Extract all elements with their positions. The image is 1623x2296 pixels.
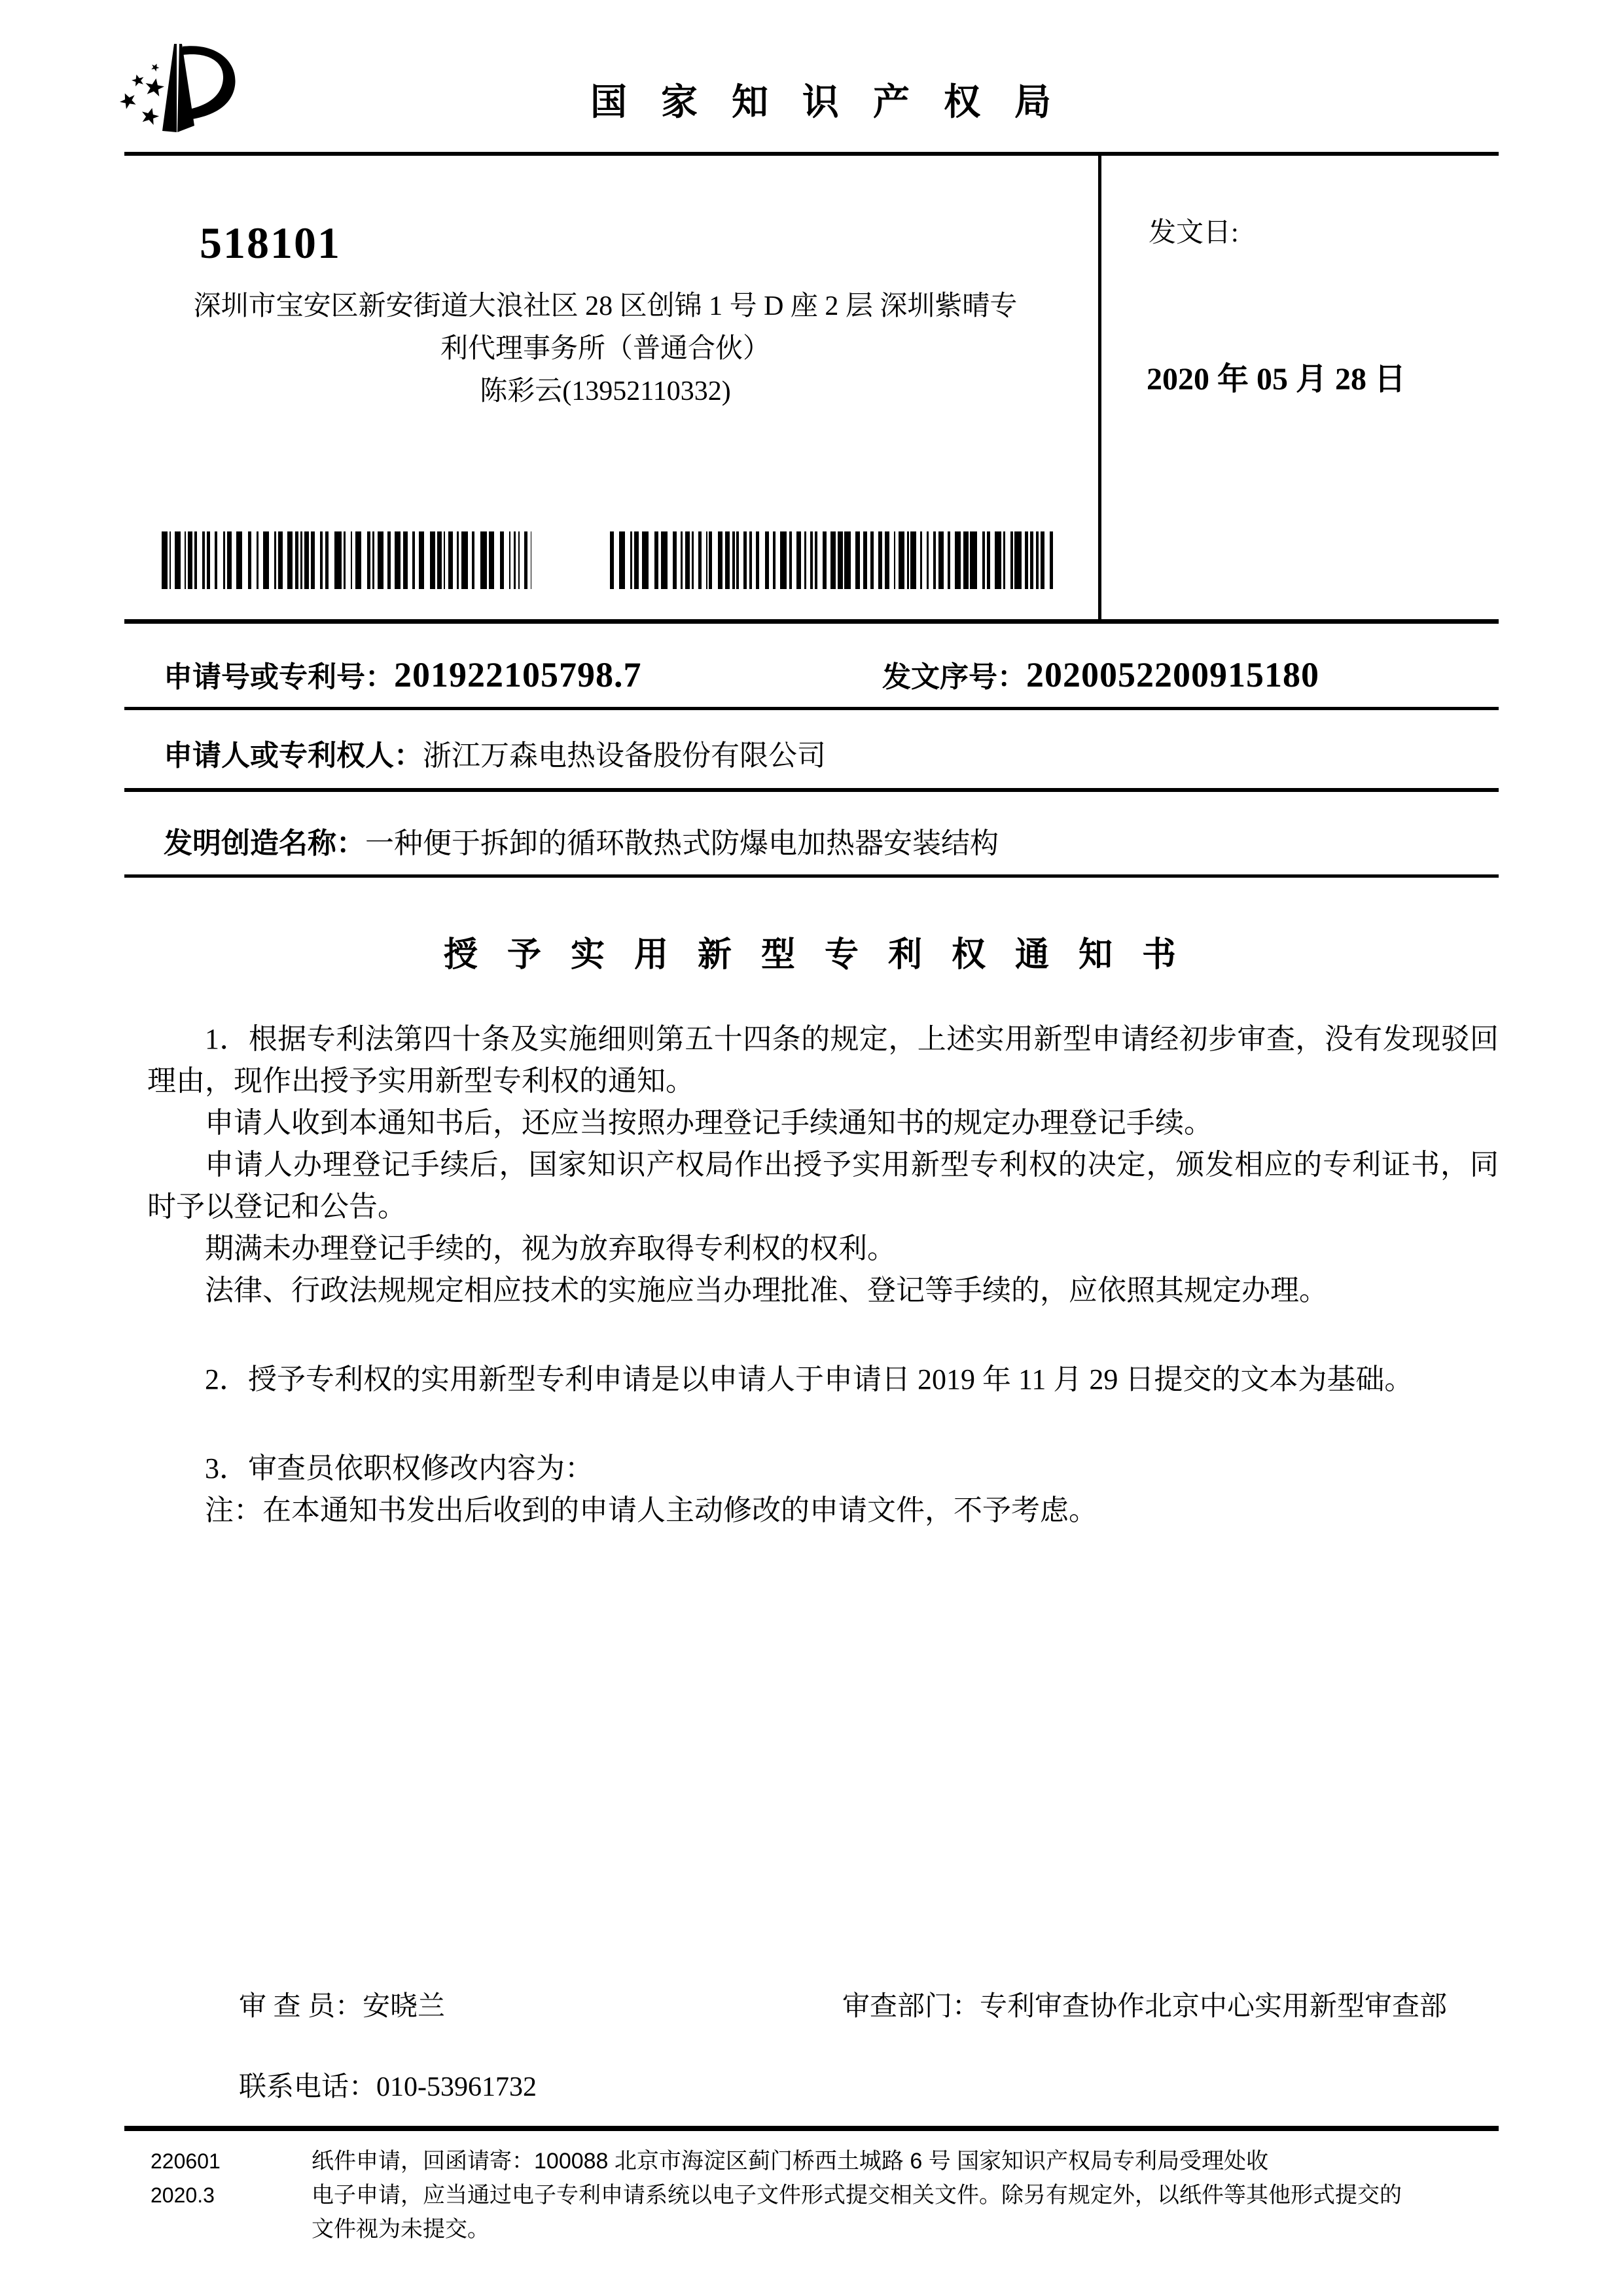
invention-title-row bbox=[164, 819, 999, 861]
dispatch-divider-line bbox=[1098, 156, 1101, 622]
footer-note-line: 纸件申请，回函请寄：100088 北京市海淀区蓟门桥西土城路 6 号 国家知识产权局专利局受理处收 bbox=[312, 2149, 1269, 2174]
table-rule-4 bbox=[124, 874, 1499, 878]
mail-address bbox=[137, 285, 1073, 413]
invention-title-value: 一种便于拆卸的循环散热式防爆电加热器安装结构 bbox=[365, 827, 999, 859]
notice-paragraph: 3．审查员依职权修改内容为： bbox=[205, 1452, 594, 1484]
footer-notes bbox=[312, 2144, 1503, 2246]
applicant-label: 申请人或专利权人： bbox=[164, 740, 423, 772]
application-number-label: 申请号或专利号： bbox=[164, 661, 394, 693]
table-rule-2 bbox=[124, 707, 1499, 710]
header-rule bbox=[124, 152, 1499, 156]
mail-postcode: 518101 bbox=[200, 218, 341, 268]
table-rule-3 bbox=[124, 788, 1499, 792]
dispatch-date-label: 发文日: bbox=[1149, 218, 1239, 248]
application-number-row bbox=[164, 653, 642, 695]
notice-paragraph: 法律、行政法规规定相应技术的实施应当办理批准、登记等手续的，应依照其规定办理。 bbox=[205, 1274, 1328, 1306]
notice-paragraph: 1．根据专利法第四十条及实施细则第五十四条的规定，上述实用新型申请经初步审查，没有发现驳回理由，现作出授予实用新型专利权的通知。 bbox=[147, 1023, 1499, 1097]
department-row bbox=[842, 1984, 1447, 2024]
department-name: 专利审查协作北京中心实用新型审查部 bbox=[980, 1992, 1448, 2022]
table-rule-1 bbox=[124, 619, 1499, 624]
mail-address-line: 利代理事务所（普通合伙） bbox=[440, 334, 770, 364]
footer-form-code: 220601 bbox=[151, 2149, 221, 2173]
phone-label: 联系电话： bbox=[239, 2072, 377, 2102]
examiner-row bbox=[239, 1984, 445, 2024]
department-label: 审查部门： bbox=[842, 1992, 980, 2022]
dispatch-date-value: 2020 年 05 月 28 日 bbox=[1147, 362, 1406, 397]
serial-number-label: 发文序号： bbox=[882, 661, 1026, 693]
footer-note-line: 电子申请，应当通过电子专利申请系统以电子文件形式提交相关文件。除另有规定外，以纸件等其他形式提交的 bbox=[312, 2183, 1402, 2208]
footer-note-line: 文件视为未提交。 bbox=[312, 2217, 490, 2242]
mail-address-line: 深圳市宝安区新安街道大浪社区 28 区创锦 1 号 D 座 2 层 深圳紫晴专 bbox=[193, 291, 1018, 321]
footer-rule bbox=[124, 2126, 1499, 2131]
notice-paragraph: 申请人办理登记手续后，国家知识产权局作出授予实用新型专利权的决定，颁发相应的专利证书，同时予以登记和公告。 bbox=[147, 1149, 1499, 1223]
barcode-left bbox=[162, 531, 531, 589]
phone-row bbox=[239, 2065, 537, 2104]
notice-paragraph: 注：在本通知书发出后收到的申请人主动修改的申请文件，不予考虑。 bbox=[205, 1494, 1097, 1526]
barcode-right bbox=[610, 531, 1055, 589]
phone-number: 010-53961732 bbox=[376, 2072, 537, 2102]
examiner-label: 审 查 员： bbox=[239, 1992, 363, 2022]
notice-body bbox=[147, 1018, 1499, 1532]
notice-paragraph: 期满未办理登记手续的，视为放弃取得专利权的权利。 bbox=[205, 1232, 896, 1265]
mail-address-line: 陈彩云(13952110332) bbox=[480, 376, 731, 406]
agency-title: 国家知识产权局 bbox=[590, 81, 1085, 122]
application-number-value: 201922105798.7 bbox=[394, 655, 642, 694]
examiner-name: 安晓兰 bbox=[363, 1992, 446, 2022]
serial-number-value: 2020052200915180 bbox=[1026, 655, 1319, 694]
serial-number-row bbox=[882, 653, 1319, 695]
notice-title: 授予实用新型专利权通知书 bbox=[443, 936, 1205, 974]
applicant-row bbox=[164, 732, 826, 774]
notice-paragraph: 2．授予专利权的实用新型专利申请是以申请人于申请日 2019 年 11 月 29 日提交的文本为基础。 bbox=[205, 1363, 1414, 1395]
invention-title-label: 发明创造名称： bbox=[164, 827, 365, 859]
footer-form-version: 2020.3 bbox=[151, 2183, 215, 2207]
applicant-value: 浙江万森电热设备股份有限公司 bbox=[423, 740, 826, 772]
notice-paragraph: 申请人收到本通知书后，还应当按照办理登记手续通知书的规定办理登记手续。 bbox=[205, 1107, 1213, 1139]
